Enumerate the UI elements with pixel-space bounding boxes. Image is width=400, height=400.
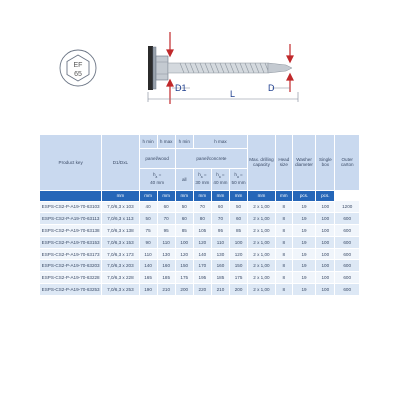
product-key-cell: ESPS-CS2-P-A19-70-63103 bbox=[40, 201, 102, 213]
product-key-cell: ESPS-CS2-P-A19-70-63203 bbox=[40, 260, 102, 272]
table-cell: 110 bbox=[157, 236, 175, 248]
table-cell: 600 bbox=[335, 260, 360, 272]
table-cell: 190 bbox=[139, 284, 157, 296]
col-ha-40-wood: $h_a$ = 40 mm bbox=[139, 168, 175, 190]
table-cell: 80 bbox=[193, 213, 211, 225]
table-cell: 70 bbox=[193, 201, 211, 213]
unit-cell: pcs. bbox=[316, 190, 335, 201]
table-cell: 2 x 1,00 bbox=[248, 236, 276, 248]
table-cell: 19 bbox=[292, 272, 315, 284]
table-cell: 100 bbox=[316, 284, 335, 296]
spec-table-container bbox=[40, 135, 360, 296]
col-h-max-concrete: h max bbox=[193, 135, 247, 148]
table-cell: 50 bbox=[139, 213, 157, 225]
table-cell: 95 bbox=[211, 225, 229, 237]
table-cell: 105 bbox=[193, 225, 211, 237]
table-row bbox=[40, 236, 360, 248]
table-cell: 7,0/6,3 x 113 bbox=[102, 213, 139, 225]
table-cell: 600 bbox=[335, 236, 360, 248]
unit-cell: mm bbox=[157, 190, 175, 201]
col-head-size: Head size bbox=[275, 135, 292, 190]
unit-cell: mm bbox=[102, 190, 139, 201]
table-cell: 100 bbox=[316, 260, 335, 272]
table-cell: 19 bbox=[292, 201, 315, 213]
table-cell: 195 bbox=[193, 272, 211, 284]
table-cell: 110 bbox=[139, 248, 157, 260]
table-cell: 8 bbox=[275, 272, 292, 284]
table-cell: 40 bbox=[139, 201, 157, 213]
table-cell: 85 bbox=[230, 225, 248, 237]
table-cell: 200 bbox=[230, 284, 248, 296]
table-cell: 175 bbox=[175, 272, 193, 284]
col-outer-carton: Outer carton bbox=[335, 135, 360, 190]
washer-front-view bbox=[60, 50, 96, 86]
col-h-min-wood: h min bbox=[139, 135, 157, 148]
table-row bbox=[40, 201, 360, 213]
table-cell: 100 bbox=[316, 201, 335, 213]
table-cell: 85 bbox=[175, 225, 193, 237]
table-row bbox=[40, 225, 360, 237]
table-cell: 120 bbox=[193, 236, 211, 248]
table-cell: 210 bbox=[211, 284, 229, 296]
table-cell: 220 bbox=[193, 284, 211, 296]
table-cell: 8 bbox=[275, 284, 292, 296]
washer-text-bottom: 65 bbox=[74, 71, 82, 78]
unit-row bbox=[40, 190, 360, 201]
col-h-max-wood: h max bbox=[157, 135, 175, 148]
col-product-key: Product key bbox=[40, 135, 102, 190]
col-panel-concrete: panel/concrete bbox=[175, 148, 247, 168]
table-cell: 185 bbox=[157, 272, 175, 284]
table-cell: 100 bbox=[316, 272, 335, 284]
table-cell: 8 bbox=[275, 201, 292, 213]
unit-cell: mm bbox=[139, 190, 157, 201]
table-cell: 19 bbox=[292, 284, 315, 296]
table-cell: 7,0/6,3 x 203 bbox=[102, 260, 139, 272]
table-cell: 8 bbox=[275, 248, 292, 260]
table-cell: 19 bbox=[292, 248, 315, 260]
unit-empty bbox=[40, 190, 102, 201]
table-cell: 70 bbox=[211, 213, 229, 225]
label-d1: D1 bbox=[175, 83, 187, 93]
table-cell: 120 bbox=[175, 248, 193, 260]
table-cell: 7,0/6,3 x 253 bbox=[102, 284, 139, 296]
unit-cell: mm bbox=[275, 190, 292, 201]
table-cell: 70 bbox=[157, 213, 175, 225]
table-cell: 7,0/6,3 x 173 bbox=[102, 248, 139, 260]
table-cell: 50 bbox=[175, 201, 193, 213]
table-cell: 95 bbox=[157, 225, 175, 237]
unit-cell: mm bbox=[248, 190, 276, 201]
table-cell: 60 bbox=[175, 213, 193, 225]
table-cell: 75 bbox=[139, 225, 157, 237]
table-cell: 150 bbox=[230, 260, 248, 272]
table-cell: 2 x 1,00 bbox=[248, 284, 276, 296]
table-cell: 19 bbox=[292, 225, 315, 237]
table-cell: 100 bbox=[316, 248, 335, 260]
table-cell: 19 bbox=[292, 236, 315, 248]
table-cell: 8 bbox=[275, 225, 292, 237]
table-row bbox=[40, 284, 360, 296]
table-cell: 140 bbox=[193, 248, 211, 260]
product-key-cell: ESPS-CS2-P-A19-70-63138 bbox=[40, 225, 102, 237]
col-ha-40: $h_a$ = 40 mm bbox=[211, 168, 229, 190]
table-cell: 2 x 1,00 bbox=[248, 260, 276, 272]
table-cell: 160 bbox=[211, 260, 229, 272]
table-cell: 600 bbox=[335, 225, 360, 237]
table-cell: 200 bbox=[175, 284, 193, 296]
table-cell: 60 bbox=[230, 213, 248, 225]
product-key-cell: ESPS-CS2-P-A19-70-63173 bbox=[40, 248, 102, 260]
table-cell: 160 bbox=[157, 260, 175, 272]
unit-cell: mm bbox=[230, 190, 248, 201]
table-cell: 2 x 1,00 bbox=[248, 248, 276, 260]
label-d: D bbox=[268, 83, 275, 93]
table-cell: 600 bbox=[335, 248, 360, 260]
table-cell: 100 bbox=[316, 225, 335, 237]
table-cell: 100 bbox=[316, 213, 335, 225]
unit-cell: mm bbox=[193, 190, 211, 201]
table-cell: 120 bbox=[230, 248, 248, 260]
table-cell: 150 bbox=[175, 260, 193, 272]
col-d1-dxl: D1/DxL bbox=[102, 135, 139, 190]
table-cell: 100 bbox=[316, 236, 335, 248]
table-cell: 2 x 1,00 bbox=[248, 213, 276, 225]
col-panel-wood: panel/wood bbox=[139, 148, 175, 168]
screw-drawing bbox=[0, 0, 400, 120]
label-l: L bbox=[230, 89, 236, 99]
table-row bbox=[40, 260, 360, 272]
washer-text-top: EF bbox=[73, 62, 83, 69]
table-cell: 2 x 1,00 bbox=[248, 225, 276, 237]
table-cell: 165 bbox=[139, 272, 157, 284]
table-cell: 600 bbox=[335, 284, 360, 296]
table-cell: 140 bbox=[139, 260, 157, 272]
table-cell: 2 x 1,00 bbox=[248, 272, 276, 284]
table-cell: 7,0/6,3 x 138 bbox=[102, 225, 139, 237]
table-cell: 19 bbox=[292, 260, 315, 272]
col-washer-diameter: Washer diameter bbox=[292, 135, 315, 190]
table-cell: 210 bbox=[157, 284, 175, 296]
table-cell: 185 bbox=[211, 272, 229, 284]
col-ha-50: $h_a$ = 50 mm bbox=[230, 168, 248, 190]
product-key-cell: ESPS-CS2-P-A19-70-63253 bbox=[40, 284, 102, 296]
table-cell: 100 bbox=[230, 236, 248, 248]
col-ha-30: $h_a$ = 30 mm bbox=[193, 168, 211, 190]
spec-table-body bbox=[40, 201, 360, 295]
unit-cell: mm bbox=[175, 190, 193, 201]
product-key-cell: ESPS-CS2-P-A19-70-63228 bbox=[40, 272, 102, 284]
table-cell: 8 bbox=[275, 260, 292, 272]
table-cell: 1200 bbox=[335, 201, 360, 213]
table-cell: 7,0/6,3 x 153 bbox=[102, 236, 139, 248]
table-cell: 50 bbox=[230, 201, 248, 213]
table-cell: 130 bbox=[211, 248, 229, 260]
unit-cell: pcs. bbox=[292, 190, 315, 201]
table-cell: 8 bbox=[275, 236, 292, 248]
col-all: all bbox=[175, 168, 193, 190]
spec-table bbox=[40, 135, 360, 296]
table-cell: 600 bbox=[335, 272, 360, 284]
product-key-cell: ESPS-CS2-P-A19-70-63153 bbox=[40, 236, 102, 248]
col-single-box: Single box bbox=[316, 135, 335, 190]
table-cell: 110 bbox=[211, 236, 229, 248]
table-cell: 8 bbox=[275, 213, 292, 225]
col-h-min-concrete: h min bbox=[175, 135, 193, 148]
col-max-drilling: Max. drilling capacity bbox=[248, 135, 276, 190]
table-cell: 60 bbox=[211, 201, 229, 213]
table-cell: 7,0/6,3 x 103 bbox=[102, 201, 139, 213]
table-cell: 175 bbox=[230, 272, 248, 284]
table-row bbox=[40, 213, 360, 225]
product-key-cell: ESPS-CS2-P-A19-70-63113 bbox=[40, 213, 102, 225]
table-row bbox=[40, 272, 360, 284]
table-cell: 19 bbox=[292, 213, 315, 225]
table-cell: 90 bbox=[139, 236, 157, 248]
table-cell: 170 bbox=[193, 260, 211, 272]
table-cell: 100 bbox=[175, 236, 193, 248]
table-cell: 600 bbox=[335, 213, 360, 225]
table-row bbox=[40, 248, 360, 260]
table-cell: 130 bbox=[157, 248, 175, 260]
table-cell: 7,0/6,3 x 228 bbox=[102, 272, 139, 284]
unit-cell: mm bbox=[211, 190, 229, 201]
table-cell: 60 bbox=[157, 201, 175, 213]
table-cell: 2 x 1,00 bbox=[248, 201, 276, 213]
